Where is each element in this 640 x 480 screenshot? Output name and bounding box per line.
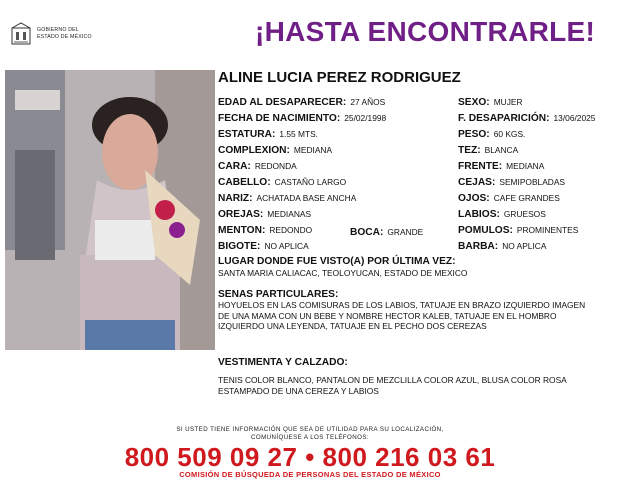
field-complexion-value: MEDIANA bbox=[293, 145, 333, 155]
field-estatura bbox=[218, 128, 318, 141]
field-tez-value: BLANCA bbox=[484, 145, 519, 155]
person-name: ALINE LUCIA PEREZ RODRIGUEZ bbox=[218, 69, 461, 86]
field-cara-value: REDONDA bbox=[254, 161, 297, 171]
field-barba-value: NO APLICA bbox=[502, 241, 547, 251]
field-peso-value: 60 KGS. bbox=[493, 129, 526, 139]
field-frente bbox=[458, 160, 544, 173]
field-tez-label: TEZ: bbox=[458, 145, 481, 156]
footer-note-line-1: SI USTED TIENE INFORMACIÓN QUE SEA DE UTILIDAD PARA SU LOCALIZACIÓN, bbox=[176, 426, 444, 433]
field-cejas-label: CEJAS: bbox=[458, 177, 496, 188]
field-peso bbox=[458, 128, 525, 141]
field-fecha-desaparicion-value: 13/06/2025 bbox=[553, 113, 596, 123]
field-estatura-label: ESTATURA: bbox=[218, 129, 276, 140]
field-fecha-nacimiento-value: 25/02/1998 bbox=[344, 113, 387, 123]
state-seal-icon bbox=[10, 22, 32, 46]
field-orejas bbox=[218, 208, 311, 221]
field-cabello bbox=[218, 176, 346, 189]
field-bigote-label: BIGOTE: bbox=[218, 241, 261, 252]
field-ojos-value: CAFE GRANDES bbox=[493, 193, 560, 203]
field-complexion-label: COMPLEXION: bbox=[218, 145, 290, 156]
field-cejas bbox=[458, 176, 565, 189]
field-boca bbox=[350, 226, 423, 239]
field-fecha-nacimiento bbox=[218, 112, 386, 125]
field-frente-value: MEDIANA bbox=[506, 161, 545, 171]
missing-person-photo bbox=[5, 70, 215, 350]
field-tez bbox=[458, 144, 518, 157]
field-menton bbox=[218, 224, 312, 237]
gov-line-1: GOBIERNO DEL bbox=[37, 27, 79, 33]
field-fecha-desaparicion bbox=[458, 112, 595, 125]
field-barba-label: BARBA: bbox=[458, 241, 499, 252]
field-sexo bbox=[458, 96, 523, 109]
footer-note bbox=[0, 426, 620, 442]
field-nariz-value: ACHATADA BASE ANCHA bbox=[256, 193, 357, 203]
clothing-title: VESTIMENTA Y CALZADO: bbox=[218, 357, 348, 368]
field-boca-value: GRANDE bbox=[387, 227, 424, 237]
field-sexo-value: MUJER bbox=[493, 97, 523, 107]
commission-name: COMISIÓN DE BÚSQUEDA DE PERSONAS DEL ESTADO DE MÉXICO bbox=[179, 470, 441, 479]
field-complexion bbox=[218, 144, 332, 157]
field-labios bbox=[458, 208, 546, 221]
field-menton-value: REDONDO bbox=[269, 225, 313, 235]
government-name bbox=[37, 27, 92, 40]
field-peso-label: PESO: bbox=[458, 129, 490, 140]
field-frente-label: FRENTE: bbox=[458, 161, 503, 172]
field-ojos-label: OJOS: bbox=[458, 193, 490, 204]
field-estatura-value: 1.55 MTS. bbox=[279, 129, 318, 139]
field-nariz bbox=[218, 192, 356, 205]
field-bigote-value: NO APLICA bbox=[264, 241, 309, 251]
field-cejas-value: SEMIPOBLADAS bbox=[499, 177, 566, 187]
field-labios-value: GRUESOS bbox=[503, 209, 546, 219]
field-sexo-label: SEXO: bbox=[458, 97, 490, 108]
footer-note-line-2: COMUNÍQUESE A LOS TELÉFONOS: bbox=[250, 434, 370, 441]
field-fecha-desaparicion-label: F. DESAPARICIÓN: bbox=[458, 113, 550, 124]
field-cara bbox=[218, 160, 297, 173]
field-orejas-label: OREJAS: bbox=[218, 209, 264, 220]
field-boca-label: BOCA: bbox=[350, 227, 384, 238]
field-cara-label: CARA: bbox=[218, 161, 251, 172]
headline: ¡HASTA ENCONTRARLE! bbox=[255, 16, 596, 47]
field-edad bbox=[218, 96, 385, 109]
field-pomulos-label: POMULOS: bbox=[458, 225, 513, 236]
phone-numbers: 800 509 09 27 • 800 216 03 61 bbox=[124, 442, 496, 472]
field-orejas-value: MEDIANAS bbox=[267, 209, 312, 219]
field-barba bbox=[458, 240, 546, 253]
marks-text: HOYUELOS EN LAS COMISURAS DE LOS LABIOS, TATUAJE EN BRAZO IZQUIERDO IMAGEN DE UNA MAMA CON UN BEBE Y NOMBRE HECTOR KALEB, TATUAJE EN EL HOMBRO IZQUIERDO UNA LEYENDA, TATUAJE EN EL PECHO DOS CEREZAS bbox=[218, 300, 586, 331]
field-pomulos bbox=[458, 224, 578, 237]
government-logo bbox=[10, 20, 120, 48]
marks-title: SENAS PARTICULARES: bbox=[218, 289, 339, 300]
field-bigote bbox=[218, 240, 309, 253]
field-labios-label: LABIOS: bbox=[458, 209, 500, 220]
field-edad-label: EDAD AL DESAPARECER: bbox=[218, 97, 347, 108]
field-pomulos-value: PROMINENTES bbox=[516, 225, 579, 235]
field-fecha-nacimiento-label: FECHA DE NACIMIENTO: bbox=[218, 113, 341, 124]
gov-line-2: ESTADO DE MÉXICO bbox=[37, 33, 92, 40]
field-edad-value: 27 AÑOS bbox=[350, 97, 386, 107]
field-cabello-label: CABELLO: bbox=[218, 177, 271, 188]
field-ojos bbox=[458, 192, 560, 205]
field-menton-label: MENTON: bbox=[218, 225, 266, 236]
last-seen-title: LUGAR DONDE FUE VISTO(A) POR ÚLTIMA VEZ: bbox=[218, 256, 456, 267]
field-nariz-label: NARIZ: bbox=[218, 193, 253, 204]
last-seen-text: SANTA MARIA CALIACAC, TEOLOYUCAN, ESTADO DE MEXICO bbox=[218, 268, 468, 278]
clothing-text: TENIS COLOR BLANCO, PANTALON DE MEZCLILLA COLOR AZUL, BLUSA COLOR ROSA ESTAMPADO DE UNA CEREZA Y LABIOS bbox=[218, 375, 567, 396]
field-cabello-value: CASTAÑO LARGO bbox=[274, 177, 347, 187]
